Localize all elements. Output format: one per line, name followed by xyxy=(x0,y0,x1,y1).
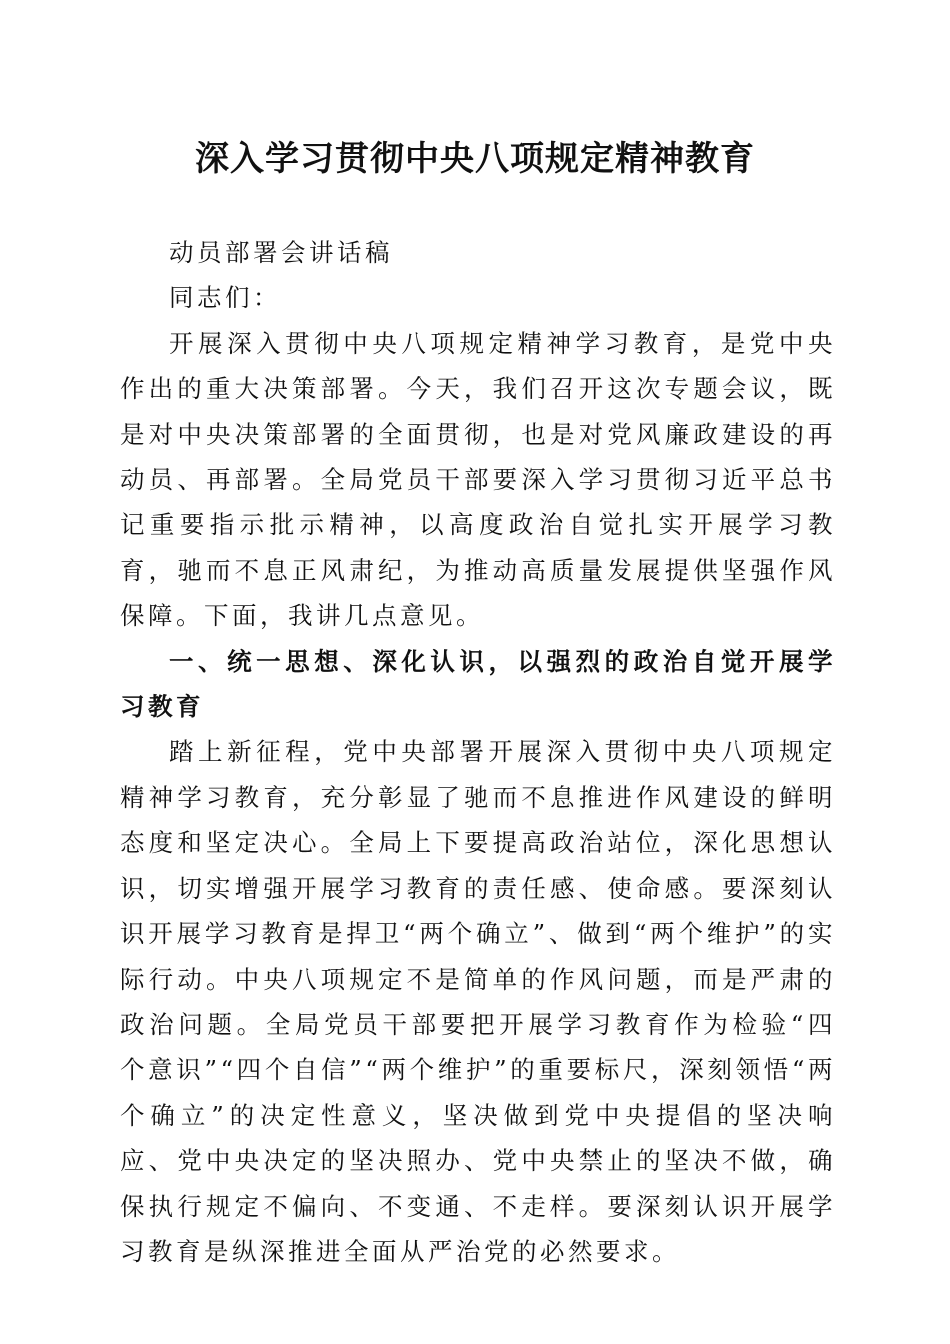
document-body xyxy=(120,230,836,1274)
section-one-heading: 一、统一思想、深化认识，以强烈的政治自觉开展学习教育 xyxy=(120,646,836,722)
page-title: 深入学习贯彻中央八项规定精神教育 xyxy=(195,139,755,179)
intro-paragraph: 开展深入贯彻中央八项规定精神学习教育，是党中央作出的重大决策部署。今天，我们召开这次专题会议，既是对中央决策部署的全面贯彻，也是对党风廉政建设的再动员、再部署。全局党员干部要深入学习贯彻习近平总书记重要指示批示精神，以高度政治自觉扎实开展学习教育，驰而不息正风肃纪，为推动高质量发展提供坚强作风保障。下面，我讲几点意见。 xyxy=(120,328,836,631)
salutation: 同志们： xyxy=(169,283,281,313)
section-one-paragraph: 踏上新征程，党中央部署开展深入贯彻中央八项规定精神学习教育，充分彰显了驰而不息推进作风建设的鲜明态度和坚定决心。全局上下要提高政治站位，深化思想认识，切实增强开展学习教育的责任感、使命感。要深刻认识开展学习教育是捍卫“两个确立”、做到“两个维护”的实际行动。中央八项规定不是简单的作风问题，而是严肃的政治问题。全局党员干部要把开展学习教育作为检验“四个意识”“四个自信”“两个维护”的重要标尺，深刻领悟“两个确立”的决定性意义，坚决做到党中央提倡的坚决响应、党中央决定的坚决照办、党中央禁止的坚决不做，确保执行规定不偏向、不变通、不走样。要深刻认识开展学习教育是纵深推进全面从严治党的必然要求。 xyxy=(120,737,836,1266)
subtitle: 动员部署会讲话稿 xyxy=(169,238,393,267)
